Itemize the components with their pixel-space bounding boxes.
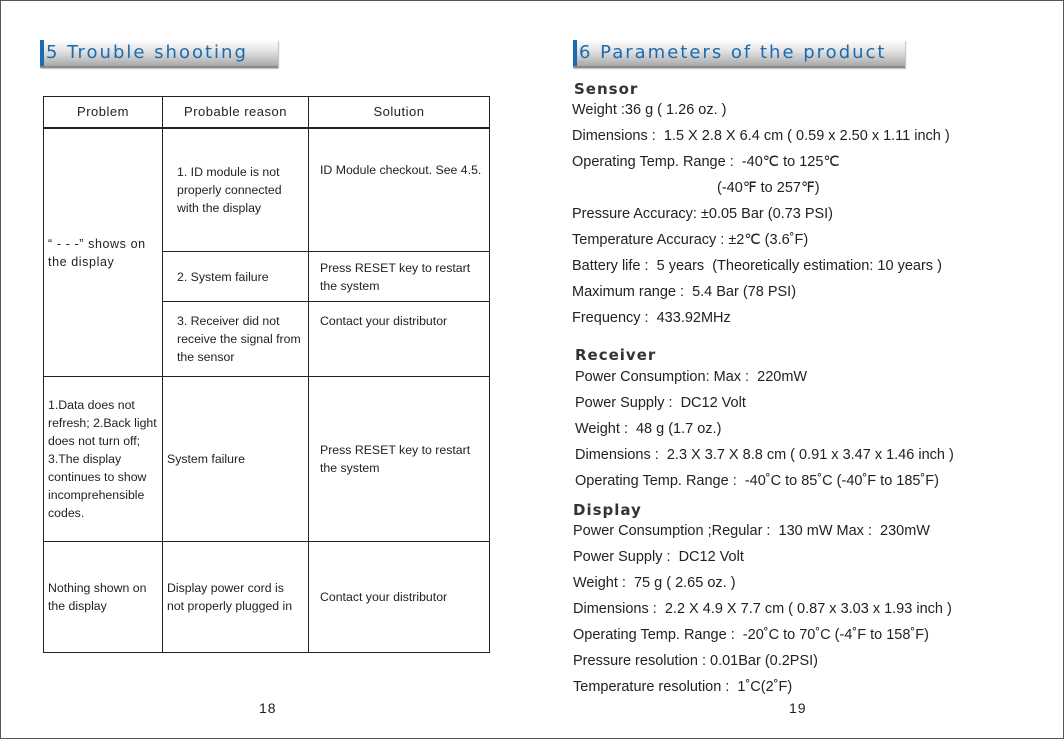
display-spec-line: Pressure resolution : 0.01Bar (0.2PSI) <box>573 653 819 669</box>
display-spec-line: Power Consumption ;Regular : 130 mW Max : 230mW <box>573 523 930 539</box>
problem-dashes-shown: “ - - -” shows on the display <box>44 128 163 377</box>
reason-receiver-no-signal: 3. Receiver did not receive the signal from the sensor <box>163 302 309 377</box>
sensor-spec-line: Temperature Accuracy : ±2℃ (3.6˚F) <box>572 232 809 248</box>
solution-contact-distributor-2: Contact your distributor <box>309 542 490 653</box>
page-number-right: 19 <box>789 700 807 716</box>
receiver-spec-line: Weight : 48 g (1.7 oz.) <box>575 421 722 437</box>
receiver-spec-line: Operating Temp. Range : -40˚C to 85˚C (-40˚F to 185˚F) <box>575 473 939 489</box>
sensor-title: Sensor <box>574 80 639 98</box>
problem-nothing-shown: Nothing shown on the display <box>44 542 163 653</box>
display-spec-line: Temperature resolution : 1˚C(2˚F) <box>573 679 793 695</box>
solution-press-reset-2: Press RESET key to restart the system <box>309 377 490 542</box>
sensor-spec-line: Operating Temp. Range : -40℃ to 125℃ <box>572 154 840 170</box>
section-heading-parameters <box>573 40 905 68</box>
reason-id-module: 1. ID module is not properly connected with the display <box>163 128 309 252</box>
solution-contact-distributor: Contact your distributor <box>309 302 490 377</box>
sensor-spec-line: Frequency : 433.92MHz <box>572 310 731 326</box>
display-spec-line: Weight : 75 g ( 2.65 oz. ) <box>573 575 736 591</box>
display-spec-line: Dimensions : 2.2 X 4.9 X 7.7 cm ( 0.87 x 3.03 x 1.93 inch ) <box>573 601 952 617</box>
problem-data-not-refresh: 1.Data does not refresh; 2.Back light does not turn off; 3.The display continues to show incomprehensible codes. <box>44 377 163 542</box>
receiver-spec-line: Dimensions : 2.3 X 3.7 X 8.8 cm ( 0.91 x 3.47 x 1.46 inch ) <box>575 447 954 463</box>
receiver-specs <box>575 364 954 494</box>
sensor-specs <box>572 97 950 331</box>
heading-text: 5 Trouble shooting <box>46 42 248 63</box>
solution-id-module: ID Module checkout. See 4.5. <box>309 128 490 252</box>
reason-system-failure: 2. System failure <box>163 252 309 302</box>
sensor-spec-line: Weight :36 g ( 1.26 oz. ) <box>572 102 727 118</box>
heading-text: 6 Parameters of the product <box>579 42 887 63</box>
solution-press-reset: Press RESET key to restart the system <box>309 252 490 302</box>
page-number-left: 18 <box>259 700 277 716</box>
display-spec-line: Operating Temp. Range : -20˚C to 70˚C (-4˚F to 158˚F) <box>573 627 929 643</box>
header-solution: Solution <box>309 97 490 129</box>
sensor-spec-line: Maximum range : 5.4 Bar (78 PSI) <box>572 284 797 300</box>
sensor-spec-line: Battery life : 5 years (Theoretically estimation: 10 years ) <box>572 258 942 274</box>
table-row <box>44 542 490 653</box>
receiver-title: Receiver <box>575 346 657 364</box>
display-title: Display <box>573 501 642 519</box>
table-row <box>44 377 490 542</box>
header-problem: Problem <box>44 97 163 129</box>
receiver-spec-line: Power Consumption: Max : 220mW <box>575 369 808 385</box>
sensor-spec-line: (-40℉ to 257℉) <box>572 180 820 196</box>
display-spec-line: Power Supply : DC12 Volt <box>573 549 744 565</box>
section-heading-troubleshooting <box>40 40 278 68</box>
troubleshooting-table <box>43 96 490 653</box>
table-header-row <box>44 97 490 129</box>
table-row <box>44 128 490 252</box>
sensor-spec-line: Dimensions : 1.5 X 2.8 X 6.4 cm ( 0.59 x 2.50 x 1.11 inch ) <box>572 128 950 144</box>
receiver-spec-line: Power Supply : DC12 Volt <box>575 395 746 411</box>
header-probable-reason: Probable reason <box>163 97 309 129</box>
reason-system-failure-2: System failure <box>163 377 309 542</box>
sensor-spec-line: Pressure Accuracy: ±0.05 Bar (0.73 PSI) <box>572 206 834 222</box>
display-specs <box>573 518 952 700</box>
reason-power-cord: Display power cord is not properly plugged in <box>163 542 309 653</box>
